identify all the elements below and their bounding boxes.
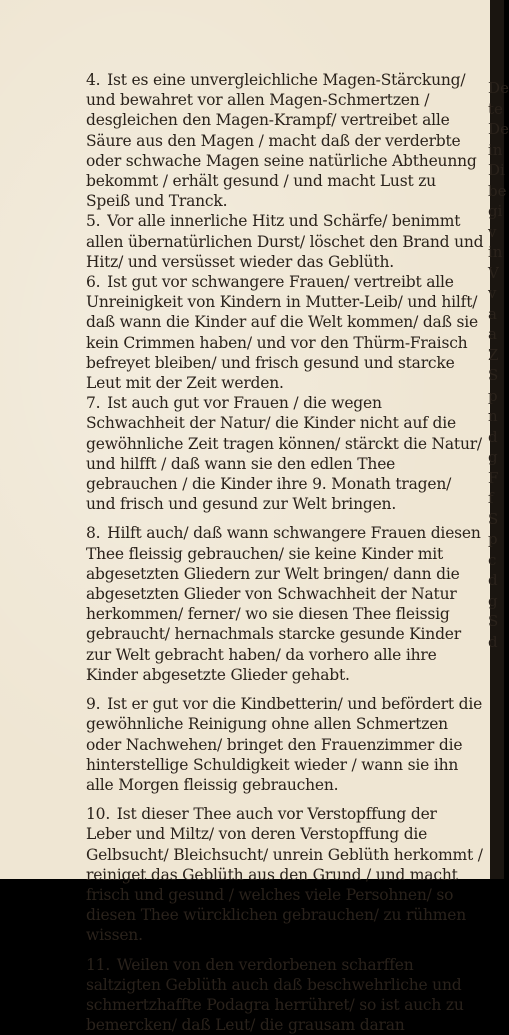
margin-fragment: a: [488, 304, 497, 323]
document-text: [86, 70, 484, 1035]
margin-fragment: De: [488, 79, 509, 97]
paragraph-text: Ist dieser Thee auch vor Verstopffung der Leber und Miltz/ von deren Verstopffung die Gelbsucht/ Bleichsucht/ unrein Geblüth herkommt / reiniget das Geblüth aus den Grund / und macht frisch und gesund / welches viele Persohnen/ so diesen Thee würcklichen gebrauchen/ zu rühmen wissen.: [86, 805, 483, 945]
margin-fragment: in: [488, 243, 503, 261]
paragraph-6: [86, 272, 484, 393]
margin-fragment: v: [488, 222, 497, 241]
paragraph-9: [86, 694, 484, 795]
margin-fragment: c: [488, 550, 497, 569]
margin-fragment: d: [488, 571, 498, 589]
margin-fragment: Z: [488, 345, 499, 364]
margin-fragment: V: [488, 263, 499, 282]
margin-fragment: F: [488, 468, 499, 487]
margin-fragment: in: [488, 140, 503, 159]
paragraph-number: 5.: [86, 212, 101, 231]
margin-fragment: v: [488, 284, 497, 302]
paragraph-4: [86, 70, 484, 211]
paragraph-5: [86, 211, 484, 272]
paragraph-number: 8.: [86, 524, 101, 543]
paragraph-number: 10.: [86, 805, 111, 824]
paragraph-number: 7.: [86, 394, 101, 413]
paragraph-text: Ist auch gut vor Frauen / die wegen Schwachheit der Natur/ die Kinder nicht auf die gewöhnliche Zeit tragen können/ stärckt die Natur/ und hilfft / daß wann sie den edlen Thee gebrauchen / die Kinder ihre 9. Monath tragen/ und frisch und gesund zur Welt bringen.: [86, 394, 482, 514]
margin-fragment: Di: [488, 161, 505, 179]
paragraph-gap: [86, 685, 484, 694]
margin-fragment: S: [488, 612, 499, 630]
paragraph-text: Ist er gut vor die Kindbetterin/ und befördert die gewöhnliche Reinigung ohne allen Schmertzen oder Nachwehen/ bringet den Frauenzimmer die hinterstellige Schuldigkeit wieder / wann sie ihn alle Morgen fleissig gebrauchen.: [86, 695, 483, 794]
paragraph-text: Hilft auch/ daß wann schwangere Frauen diesen Thee fleissig gebrauchen/ sie keine Kinder mit abgesetzten Gliedern zur Welt bringen/ dann die abgesetzten Glieder von Schwachheit der Natur herkommen/ ferner/ wo sie diesen Thee fleissig gebraucht/ hernachmals starcke gesunde Kinder zur Welt gebracht haben/ da vorhero alle ihre Kinder abgesetzte Glieder gehabt.: [86, 524, 481, 684]
paragraph-text: Ist gut vor schwangere Frauen/ vertreibt alle Unreinigkeit von Kindern in Mutter-Leib/ und hilft/ daß wann die Kinder auf die Welt kommen/ daß sie kein Crimmen haben/ und vor den Thürm-Fraisch befreyet bleiben/ und frisch gesund und starcke Leut mit der Zeit werden.: [86, 273, 478, 393]
margin-fragment: S: [488, 366, 499, 384]
paragraph-8: [86, 523, 484, 685]
margin-fragment: n: [488, 407, 498, 425]
paragraph-gap: [86, 514, 484, 523]
margin-fragment: gi: [488, 202, 503, 220]
paragraph-text: Vor alle innerliche Hitz und Schärfe/ benimmt allen übernatürlichen Durst/ löschet den Brand und Hitz/ und versüsset wieder das Geblüth.: [86, 212, 484, 271]
paragraph-number: 4.: [86, 71, 101, 89]
paragraph-text: Ist es eine unvergleichliche Magen-Stärckung/ und bewahret vor allen Magen-Schmertzen / desgleichen den Magen-Krampf/ vertreibet alle Säure aus den Magen / macht daß der verderbte oder schwache Magen seine natürliche Abtheunng bekommt / erhält gesund / und macht Lust zu Speiß und Tranck.: [86, 71, 477, 211]
margin-fragment: d: [488, 427, 498, 446]
margin-fragment: f: [488, 489, 494, 507]
margin-fragment: p: [488, 386, 498, 405]
paragraph-gap: [86, 795, 484, 804]
paragraph-10: [86, 804, 484, 945]
paragraph-number: 6.: [86, 273, 101, 292]
paragraph-text: Weilen von den verdorbenen scharffen saltzigten Geblüth auch daß beschwehrliche und schmertzhaffte Podagra herrühret/ so ist auch zu bemercken/ daß Leut/ die grausam daran: [86, 955, 464, 1035]
paragraph-number: 9.: [86, 695, 101, 714]
paragraph-number: 11.: [86, 955, 111, 974]
margin-fragment: a: [488, 325, 497, 343]
margin-fragment: De: [488, 120, 509, 138]
margin-fragment: g: [488, 591, 498, 610]
paragraph-11: [86, 955, 484, 1035]
facing-page-fragments: [488, 78, 509, 652]
margin-fragment: g: [488, 448, 498, 466]
margin-fragment: d: [488, 632, 498, 651]
paragraph-gap: [86, 946, 484, 955]
margin-fragment: be: [488, 181, 507, 200]
paragraph-7: [86, 393, 484, 514]
margin-fragment: p: [488, 530, 498, 548]
margin-fragment: te: [488, 99, 503, 118]
margin-fragment: S: [488, 509, 499, 528]
